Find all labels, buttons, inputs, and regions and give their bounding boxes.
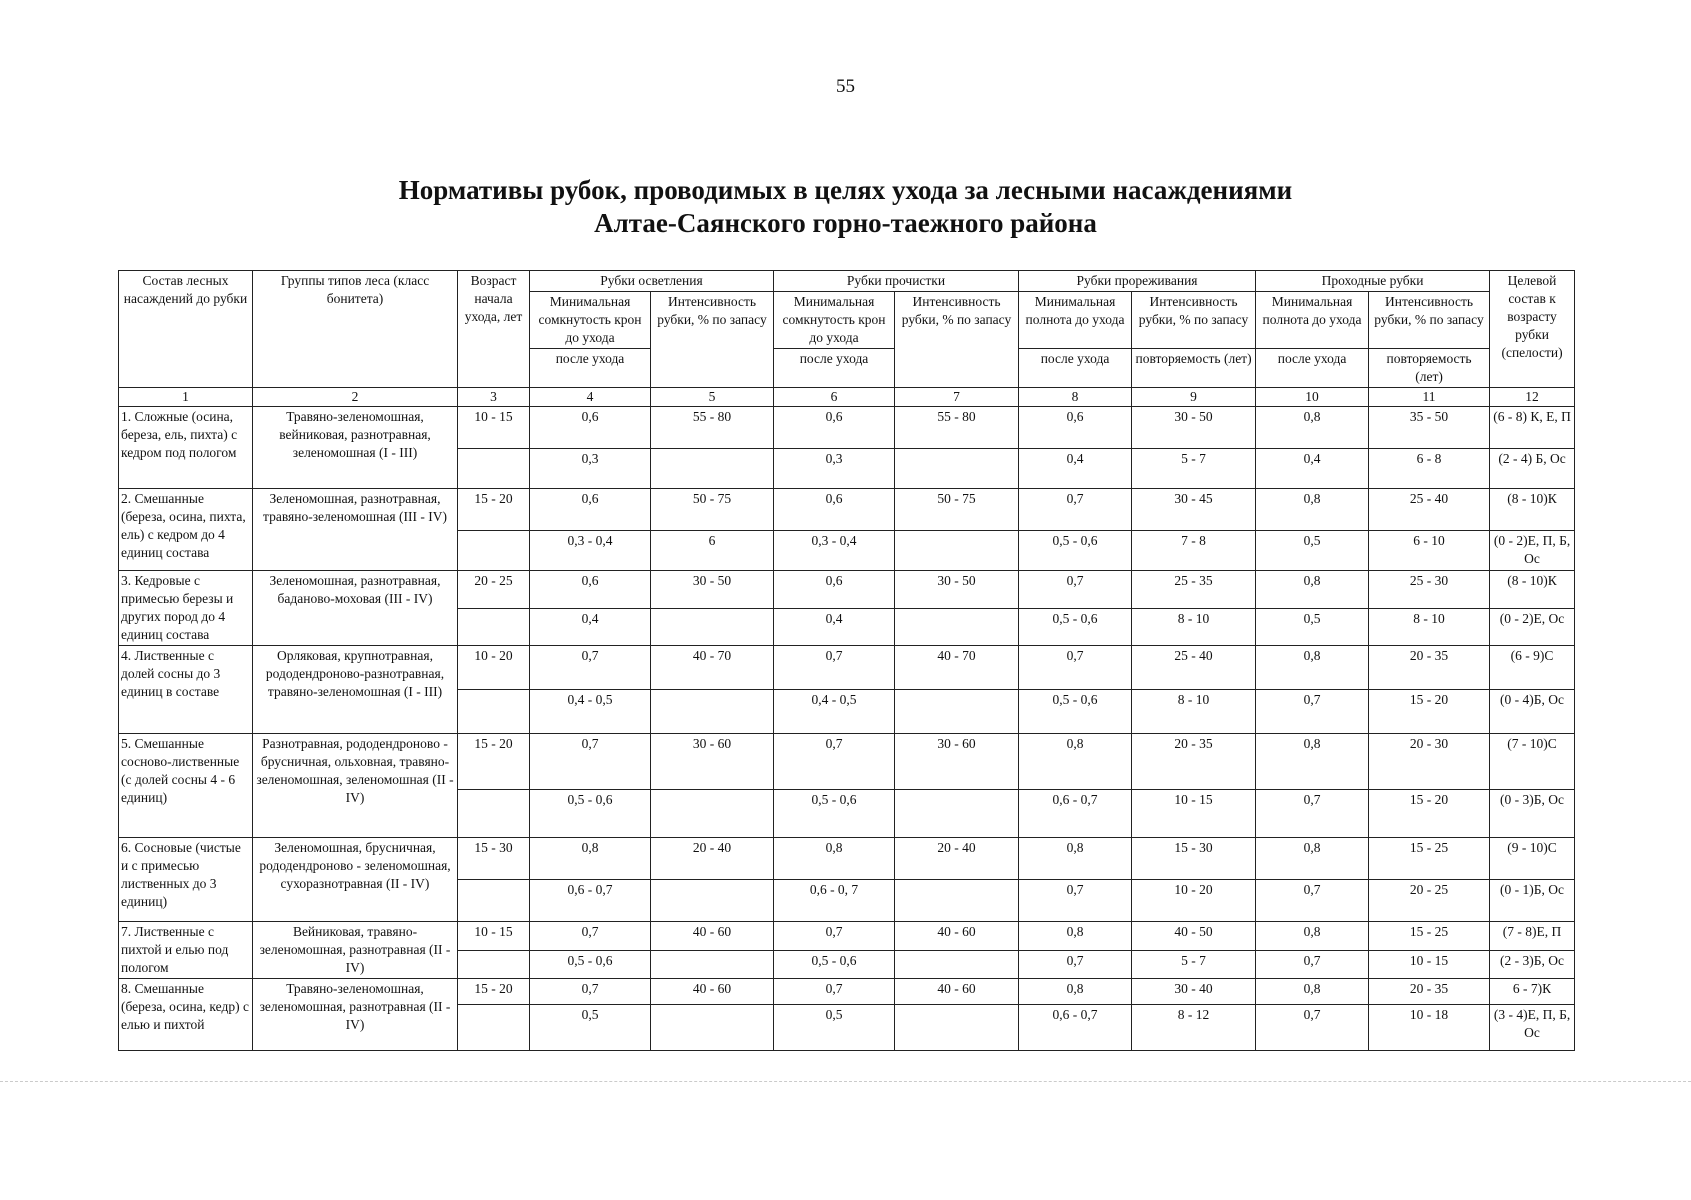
column-number: 4 <box>530 388 651 407</box>
value-cell <box>651 790 774 838</box>
value-cell: 0,7 <box>774 922 895 951</box>
value-cell: (0 - 4)Б, Ос <box>1490 690 1575 734</box>
value-cell: 55 - 80 <box>651 407 774 449</box>
value-cell: 25 - 40 <box>1132 646 1256 690</box>
value-cell: 30 - 50 <box>1132 407 1256 449</box>
value-cell: 0,7 <box>1256 880 1369 922</box>
value-cell: 15 - 30 <box>1132 838 1256 880</box>
value-cell: 0,5 - 0,6 <box>1019 690 1132 734</box>
value-cell: 40 - 50 <box>1132 922 1256 951</box>
header-intensity: Интенсивность рубки, % по запасу <box>895 292 1019 388</box>
value-cell: 6 - 7)К <box>1490 979 1575 1005</box>
value-cell: 0,5 - 0,6 <box>774 790 895 838</box>
value-cell: 6 - 10 <box>1369 531 1490 571</box>
value-cell: 0,8 <box>1256 489 1369 531</box>
value-cell: 0,4 <box>774 608 895 646</box>
value-cell: 0,6 <box>530 571 651 609</box>
table-row <box>119 922 1575 951</box>
value-cell: 0,8 <box>1019 734 1132 790</box>
value-cell: 0,8 <box>1256 922 1369 951</box>
value-cell: 25 - 40 <box>1369 489 1490 531</box>
page-number: 55 <box>836 76 855 97</box>
value-cell: 15 - 25 <box>1369 838 1490 880</box>
forest-types-cell: Травяно-зеленомошная, зеленомошная, разнотравная (II - IV) <box>253 979 458 1051</box>
value-cell: 10 - 15 <box>1132 790 1256 838</box>
header-intensity: Интенсивность рубки, % по запасу <box>1369 292 1490 349</box>
value-cell: 8 - 10 <box>1369 608 1490 646</box>
age-cell: 15 - 20 <box>458 979 530 1005</box>
value-cell: 30 - 40 <box>1132 979 1256 1005</box>
value-cell: 0,8 <box>1256 734 1369 790</box>
value-cell: 40 - 70 <box>651 646 774 690</box>
value-cell <box>895 531 1019 571</box>
title-line-2: Алтае-Саянского горно-таежного района <box>594 208 1097 238</box>
age-cell-empty <box>458 880 530 922</box>
value-cell: 15 - 25 <box>1369 922 1490 951</box>
header-min-density: Минимальная полнота до ухода <box>1019 292 1132 349</box>
value-cell: 0,3 <box>774 449 895 489</box>
column-number: 9 <box>1132 388 1256 407</box>
value-cell: (0 - 2)Е, П, Б, Ос <box>1490 531 1575 571</box>
value-cell: 40 - 60 <box>651 979 774 1005</box>
value-cell: 20 - 35 <box>1132 734 1256 790</box>
composition-cell: 7. Лиственные с пихтой и елью под пологом <box>119 922 253 979</box>
value-cell: 20 - 40 <box>895 838 1019 880</box>
value-cell: 25 - 30 <box>1369 571 1490 609</box>
forest-types-cell: Зеленомошная, брусничная, рододендроново - зеленомошная, сухоразнотравная (II - IV) <box>253 838 458 922</box>
value-cell <box>651 1005 774 1051</box>
value-cell: 6 <box>651 531 774 571</box>
value-cell: 0,6 - 0,7 <box>1019 790 1132 838</box>
value-cell: 0,6 - 0,7 <box>1019 1005 1132 1051</box>
forest-types-cell: Разнотравная, рододендроново - брусничная, ольховная, травяно-зеленомошная, зеленомошная (II - IV) <box>253 734 458 838</box>
composition-cell: 6. Сосновые (чистые и с примесью лиственных до 3 единиц) <box>119 838 253 922</box>
value-cell: 0,8 <box>1256 979 1369 1005</box>
value-cell: 0,3 - 0,4 <box>530 531 651 571</box>
value-cell: 0,7 <box>1019 646 1132 690</box>
value-cell <box>895 950 1019 979</box>
column-number: 12 <box>1490 388 1575 407</box>
value-cell: (2 - 4) Б, Ос <box>1490 449 1575 489</box>
value-cell: (8 - 10)К <box>1490 571 1575 609</box>
value-cell: 0,5 <box>774 1005 895 1051</box>
table-row <box>119 571 1575 609</box>
value-cell: 40 - 70 <box>895 646 1019 690</box>
composition-cell: 8. Смешанные (береза, осина, кедр) с елью и пихтой <box>119 979 253 1051</box>
age-cell: 20 - 25 <box>458 571 530 609</box>
value-cell: 40 - 60 <box>895 979 1019 1005</box>
header-age: Возраст начала ухода, лет <box>458 271 530 388</box>
value-cell: 15 - 20 <box>1369 790 1490 838</box>
value-cell <box>895 790 1019 838</box>
value-cell: 20 - 35 <box>1369 646 1490 690</box>
norms-table-wrapper <box>118 270 1574 1051</box>
value-cell: 40 - 60 <box>895 922 1019 951</box>
composition-cell: 3. Кедровые с примесью березы и других пород до 4 единиц состава <box>119 571 253 646</box>
table-row <box>119 646 1575 690</box>
value-cell: (6 - 9)С <box>1490 646 1575 690</box>
value-cell: 0,3 <box>530 449 651 489</box>
value-cell: 0,8 <box>1019 922 1132 951</box>
value-cell: 50 - 75 <box>651 489 774 531</box>
value-cell: 0,8 <box>1256 646 1369 690</box>
table-row <box>119 979 1575 1005</box>
value-cell <box>651 880 774 922</box>
value-cell: 0,8 <box>1019 979 1132 1005</box>
age-cell: 15 - 20 <box>458 489 530 531</box>
value-cell: 0,5 - 0,6 <box>1019 531 1132 571</box>
column-number: 8 <box>1019 388 1132 407</box>
value-cell: 0,4 <box>530 608 651 646</box>
table-body <box>119 407 1575 1051</box>
value-cell: 10 - 20 <box>1132 880 1256 922</box>
value-cell: 50 - 75 <box>895 489 1019 531</box>
value-cell: 6 - 8 <box>1369 449 1490 489</box>
value-cell: 0,4 <box>1019 449 1132 489</box>
value-cell: 0,5 - 0,6 <box>774 950 895 979</box>
value-cell: 0,7 <box>1019 571 1132 609</box>
composition-cell: 5. Смешанные сосново-лиственные (с долей сосны 4 - 6 единиц) <box>119 734 253 838</box>
value-cell: 25 - 35 <box>1132 571 1256 609</box>
value-cell: 0,6 <box>774 407 895 449</box>
age-cell: 10 - 15 <box>458 407 530 449</box>
column-number: 1 <box>119 388 253 407</box>
value-cell: (7 - 8)Е, П <box>1490 922 1575 951</box>
value-cell: 0,6 <box>530 489 651 531</box>
value-cell: 0,6 <box>774 571 895 609</box>
header-composition: Состав лесных насаждений до рубки <box>119 271 253 388</box>
value-cell <box>895 690 1019 734</box>
value-cell: (7 - 10)С <box>1490 734 1575 790</box>
value-cell: 30 - 60 <box>895 734 1019 790</box>
value-cell <box>651 690 774 734</box>
column-number: 11 <box>1369 388 1490 407</box>
age-cell-empty <box>458 950 530 979</box>
header-group-prorezhivanie: Рубки прореживания <box>1019 271 1256 292</box>
value-cell: 0,4 - 0,5 <box>530 690 651 734</box>
value-cell: 0,3 - 0,4 <box>774 531 895 571</box>
scan-artifact-line <box>0 1081 1691 1082</box>
forest-types-cell: Зеленомошная, разнотравная, баданово-моховая (III - IV) <box>253 571 458 646</box>
value-cell: 0,7 <box>1019 950 1132 979</box>
forest-types-cell: Вейниковая, травяно-зеленомошная, разнотравная (II - IV) <box>253 922 458 979</box>
value-cell: 0,5 - 0,6 <box>1019 608 1132 646</box>
value-cell: 0,7 <box>1256 950 1369 979</box>
value-cell: 30 - 60 <box>651 734 774 790</box>
value-cell: (0 - 1)Б, Ос <box>1490 880 1575 922</box>
value-cell: 0,5 - 0,6 <box>530 790 651 838</box>
table-row <box>119 489 1575 531</box>
value-cell: 0,7 <box>530 734 651 790</box>
header-forest-types: Группы типов леса (класс бонитета) <box>253 271 458 388</box>
value-cell: 0,7 <box>1256 1005 1369 1051</box>
age-cell-empty <box>458 1005 530 1051</box>
value-cell: (3 - 4)Е, П, Б, Ос <box>1490 1005 1575 1051</box>
header-min-density: Минимальная полнота до ухода <box>1256 292 1369 349</box>
age-cell-empty <box>458 690 530 734</box>
age-cell-empty <box>458 449 530 489</box>
value-cell: 0,7 <box>774 979 895 1005</box>
value-cell: 0,4 <box>1256 449 1369 489</box>
header-min-closure: Минимальная сомкнутость крон до ухода <box>774 292 895 349</box>
value-cell <box>895 1005 1019 1051</box>
value-cell: 15 - 20 <box>1369 690 1490 734</box>
header-group-osvetlenie: Рубки осветления <box>530 271 774 292</box>
value-cell: 40 - 60 <box>651 922 774 951</box>
value-cell: 0,5 <box>1256 531 1369 571</box>
value-cell: 7 - 8 <box>1132 531 1256 571</box>
value-cell: 0,6 - 0,7 <box>530 880 651 922</box>
value-cell: 0,7 <box>530 979 651 1005</box>
value-cell: 8 - 10 <box>1132 608 1256 646</box>
header-after-care: после ухода <box>1256 349 1369 388</box>
value-cell: (6 - 8) К, Е, П <box>1490 407 1575 449</box>
value-cell: 0,8 <box>1019 838 1132 880</box>
value-cell <box>895 880 1019 922</box>
value-cell <box>895 449 1019 489</box>
column-number: 2 <box>253 388 458 407</box>
value-cell: 0,5 <box>530 1005 651 1051</box>
value-cell: 0,7 <box>530 646 651 690</box>
value-cell: 0,4 - 0,5 <box>774 690 895 734</box>
value-cell: 8 - 12 <box>1132 1005 1256 1051</box>
norms-table <box>118 270 1575 1051</box>
value-cell: 0,6 <box>1019 407 1132 449</box>
composition-cell: 1. Сложные (осина, береза, ель, пихта) с кедром под пологом <box>119 407 253 489</box>
value-cell: 0,7 <box>1019 880 1132 922</box>
value-cell: 0,7 <box>774 646 895 690</box>
value-cell: 30 - 50 <box>651 571 774 609</box>
value-cell: 0,6 <box>774 489 895 531</box>
value-cell: 35 - 50 <box>1369 407 1490 449</box>
table-row <box>119 838 1575 880</box>
value-cell: (9 - 10)С <box>1490 838 1575 880</box>
value-cell: 0,7 <box>1019 489 1132 531</box>
age-cell: 15 - 30 <box>458 838 530 880</box>
value-cell: (2 - 3)Б, Ос <box>1490 950 1575 979</box>
value-cell: (0 - 2)Е, Ос <box>1490 608 1575 646</box>
value-cell <box>895 608 1019 646</box>
header-target-composition: Целевой состав к возрасту рубки (спелости) <box>1490 271 1575 388</box>
value-cell: 0,7 <box>774 734 895 790</box>
value-cell: 0,8 <box>1256 407 1369 449</box>
age-cell: 10 - 15 <box>458 922 530 951</box>
title-line-1: Нормативы рубок, проводимых в целях ухода за лесными насаждениями <box>398 175 1293 205</box>
value-cell: 0,8 <box>774 838 895 880</box>
age-cell-empty <box>458 531 530 571</box>
forest-types-cell: Травяно-зеленомошная, вейниковая, разнотравная, зеленомошная (I - III) <box>253 407 458 489</box>
header-group-prokhodnye: Проходные рубки <box>1256 271 1490 292</box>
value-cell: 20 - 30 <box>1369 734 1490 790</box>
header-after-care: после ухода <box>1019 349 1132 388</box>
forest-types-cell: Зеленомошная, разнотравная, травяно-зеленомошная (III - IV) <box>253 489 458 571</box>
age-cell-empty <box>458 790 530 838</box>
value-cell: 0,5 - 0,6 <box>530 950 651 979</box>
value-cell: 8 - 10 <box>1132 690 1256 734</box>
header-after-care: после ухода <box>530 349 651 388</box>
header-intensity: Интенсивность рубки, % по запасу <box>1132 292 1256 349</box>
table-row <box>119 734 1575 790</box>
value-cell: 0,7 <box>530 922 651 951</box>
composition-cell: 4. Лиственные с долей сосны до 3 единиц в составе <box>119 646 253 734</box>
value-cell: 0,8 <box>1256 571 1369 609</box>
age-cell: 10 - 20 <box>458 646 530 690</box>
value-cell: 10 - 18 <box>1369 1005 1490 1051</box>
value-cell: 0,6 <box>530 407 651 449</box>
value-cell: 55 - 80 <box>895 407 1019 449</box>
value-cell: 0,8 <box>1256 838 1369 880</box>
value-cell: 20 - 40 <box>651 838 774 880</box>
column-number: 6 <box>774 388 895 407</box>
page-title <box>0 174 1691 240</box>
column-number: 7 <box>895 388 1019 407</box>
value-cell <box>651 449 774 489</box>
age-cell-empty <box>458 608 530 646</box>
value-cell: 30 - 45 <box>1132 489 1256 531</box>
header-intensity: Интенсивность рубки, % по запасу <box>651 292 774 388</box>
value-cell: (0 - 3)Б, Ос <box>1490 790 1575 838</box>
value-cell: 20 - 25 <box>1369 880 1490 922</box>
value-cell: 0,8 <box>530 838 651 880</box>
value-cell: (8 - 10)К <box>1490 489 1575 531</box>
table-row <box>119 407 1575 449</box>
value-cell: 10 - 15 <box>1369 950 1490 979</box>
header-min-closure: Минимальная сомкнутость крон до ухода <box>530 292 651 349</box>
composition-cell: 2. Смешанные (береза, осина, пихта, ель) с кедром до 4 единиц состава <box>119 489 253 571</box>
forest-types-cell: Орляковая, крупнотравная, рододендроново-разнотравная, травяно-зеленомошная (I - III) <box>253 646 458 734</box>
header-after-care: после ухода <box>774 349 895 388</box>
header-group-prochistka: Рубки прочистки <box>774 271 1019 292</box>
value-cell: 0,7 <box>1256 790 1369 838</box>
value-cell: 0,7 <box>1256 690 1369 734</box>
value-cell <box>651 608 774 646</box>
header-repeat: повторяемость (лет) <box>1132 349 1256 388</box>
value-cell: 20 - 35 <box>1369 979 1490 1005</box>
column-number: 10 <box>1256 388 1369 407</box>
header-repeat: повторяемость (лет) <box>1369 349 1490 388</box>
value-cell <box>651 950 774 979</box>
column-number: 5 <box>651 388 774 407</box>
value-cell: 0,5 <box>1256 608 1369 646</box>
value-cell: 0,6 - 0, 7 <box>774 880 895 922</box>
column-number: 3 <box>458 388 530 407</box>
value-cell: 5 - 7 <box>1132 950 1256 979</box>
value-cell: 30 - 50 <box>895 571 1019 609</box>
age-cell: 15 - 20 <box>458 734 530 790</box>
value-cell: 5 - 7 <box>1132 449 1256 489</box>
